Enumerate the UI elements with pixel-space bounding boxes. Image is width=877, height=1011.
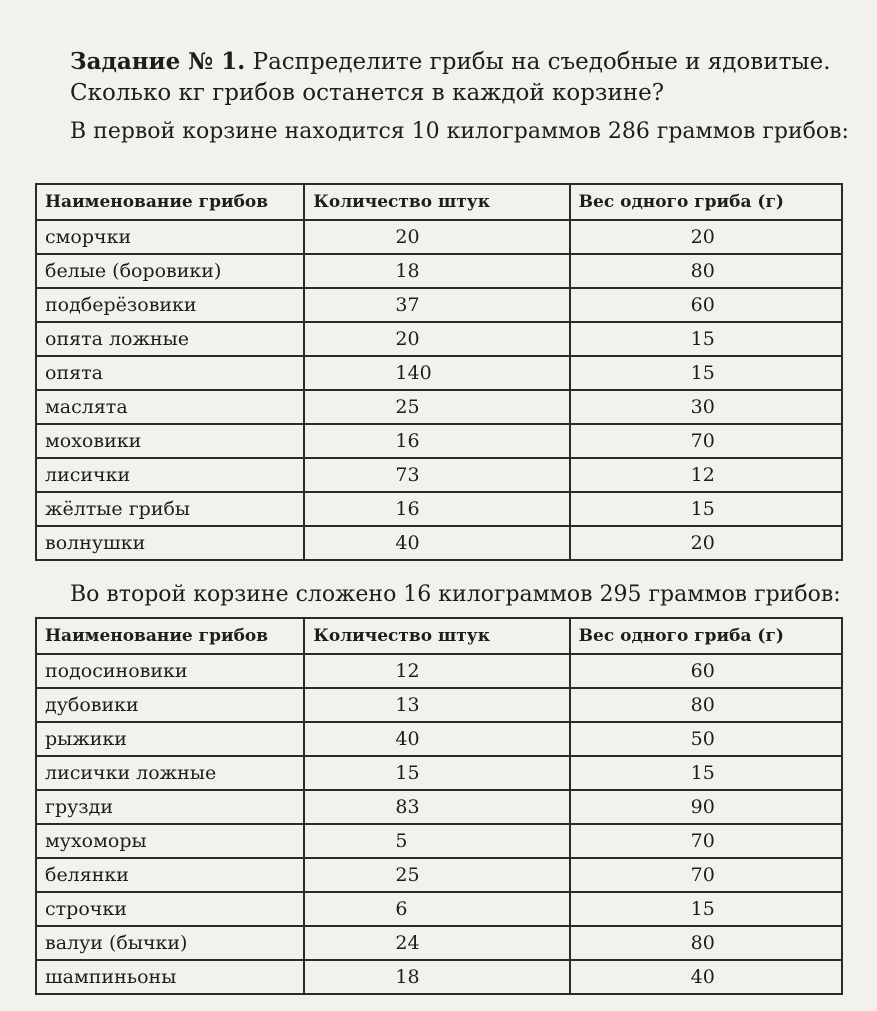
mushroom-count: 83 (304, 790, 569, 824)
mushroom-weight: 80 (570, 688, 842, 722)
mushroom-count: 13 (304, 688, 569, 722)
mushroom-weight: 80 (570, 926, 842, 960)
mushroom-count: 40 (304, 526, 569, 560)
mushroom-count: 16 (304, 492, 569, 526)
mushroom-count: 140 (304, 356, 569, 390)
mushroom-name: жёлтые грибы (36, 492, 304, 526)
mushroom-weight: 90 (570, 790, 842, 824)
mushroom-weight: 15 (570, 322, 842, 356)
column-header-count: Количество штук (304, 618, 569, 654)
mushroom-name: белянки (36, 858, 304, 892)
mushroom-count: 16 (304, 424, 569, 458)
table-row (36, 322, 842, 356)
mushroom-name: подберёзовики (36, 288, 304, 322)
basket2-table (35, 617, 843, 995)
mushroom-count: 24 (304, 926, 569, 960)
column-header-name: Наименование грибов (36, 618, 304, 654)
mushroom-name: белые (боровики) (36, 254, 304, 288)
mushroom-name: опята (36, 356, 304, 390)
mushroom-weight: 50 (570, 722, 842, 756)
mushroom-name: дубовики (36, 688, 304, 722)
mushroom-weight: 15 (570, 356, 842, 390)
mushroom-count: 73 (304, 458, 569, 492)
mushroom-count: 15 (304, 756, 569, 790)
table-row (36, 424, 842, 458)
mushroom-count: 25 (304, 858, 569, 892)
mushroom-weight: 15 (570, 892, 842, 926)
table-row (36, 356, 842, 390)
basket2-intro: Во второй корзине сложено 16 килограммов 295 граммов грибов: (70, 582, 841, 607)
mushroom-name: лисички ложные (36, 756, 304, 790)
mushroom-count: 20 (304, 322, 569, 356)
table-row (36, 390, 842, 424)
basket1-table (35, 183, 843, 561)
mushroom-name: грузди (36, 790, 304, 824)
mushroom-name: моховики (36, 424, 304, 458)
mushroom-name: шампиньоны (36, 960, 304, 994)
table-header-row (36, 618, 842, 654)
mushroom-count: 40 (304, 722, 569, 756)
table-row (36, 926, 842, 960)
table-header-row (36, 184, 842, 220)
table-row (36, 526, 842, 560)
table-row (36, 288, 842, 322)
mushroom-count: 20 (304, 220, 569, 254)
mushroom-count: 18 (304, 254, 569, 288)
mushroom-weight: 60 (570, 288, 842, 322)
table-row (36, 756, 842, 790)
mushroom-name: волнушки (36, 526, 304, 560)
mushroom-weight: 20 (570, 220, 842, 254)
mushroom-count: 5 (304, 824, 569, 858)
mushroom-weight: 40 (570, 960, 842, 994)
mushroom-name: мухоморы (36, 824, 304, 858)
column-header-weight: Вес одного гриба (г) (570, 184, 842, 220)
task-label: Задание № 1. (70, 48, 246, 75)
table-row (36, 790, 842, 824)
mushroom-weight: 70 (570, 824, 842, 858)
mushroom-name: сморчки (36, 220, 304, 254)
table-row (36, 722, 842, 756)
basket1-intro: В первой корзине находится 10 килограммов 286 граммов грибов: (70, 119, 849, 144)
table-row (36, 688, 842, 722)
mushroom-count: 25 (304, 390, 569, 424)
table-row (36, 960, 842, 994)
mushroom-weight: 60 (570, 654, 842, 688)
mushroom-weight: 30 (570, 390, 842, 424)
mushroom-name: валуи (бычки) (36, 926, 304, 960)
table-row (36, 492, 842, 526)
mushroom-count: 18 (304, 960, 569, 994)
mushroom-count: 6 (304, 892, 569, 926)
mushroom-weight: 12 (570, 458, 842, 492)
mushroom-name: опята ложные (36, 322, 304, 356)
mushroom-name: подосиновики (36, 654, 304, 688)
column-header-name: Наименование грибов (36, 184, 304, 220)
mushroom-weight: 70 (570, 858, 842, 892)
table-row (36, 654, 842, 688)
mushroom-weight: 80 (570, 254, 842, 288)
column-header-weight: Вес одного гриба (г) (570, 618, 842, 654)
mushroom-name: лисички (36, 458, 304, 492)
task-statement (70, 46, 860, 109)
table-row (36, 458, 842, 492)
mushroom-weight: 70 (570, 424, 842, 458)
task-text: Распределите грибы на съедобные и ядовитые. Сколько кг грибов останется в каждой корзине? (70, 49, 831, 106)
mushroom-name: рыжики (36, 722, 304, 756)
mushroom-count: 12 (304, 654, 569, 688)
column-header-count: Количество штук (304, 184, 569, 220)
table-row (36, 824, 842, 858)
table-row (36, 220, 842, 254)
mushroom-name: маслята (36, 390, 304, 424)
table-row (36, 858, 842, 892)
mushroom-count: 37 (304, 288, 569, 322)
mushroom-weight: 20 (570, 526, 842, 560)
mushroom-weight: 15 (570, 756, 842, 790)
mushroom-name: строчки (36, 892, 304, 926)
table-row (36, 892, 842, 926)
mushroom-weight: 15 (570, 492, 842, 526)
table-row (36, 254, 842, 288)
